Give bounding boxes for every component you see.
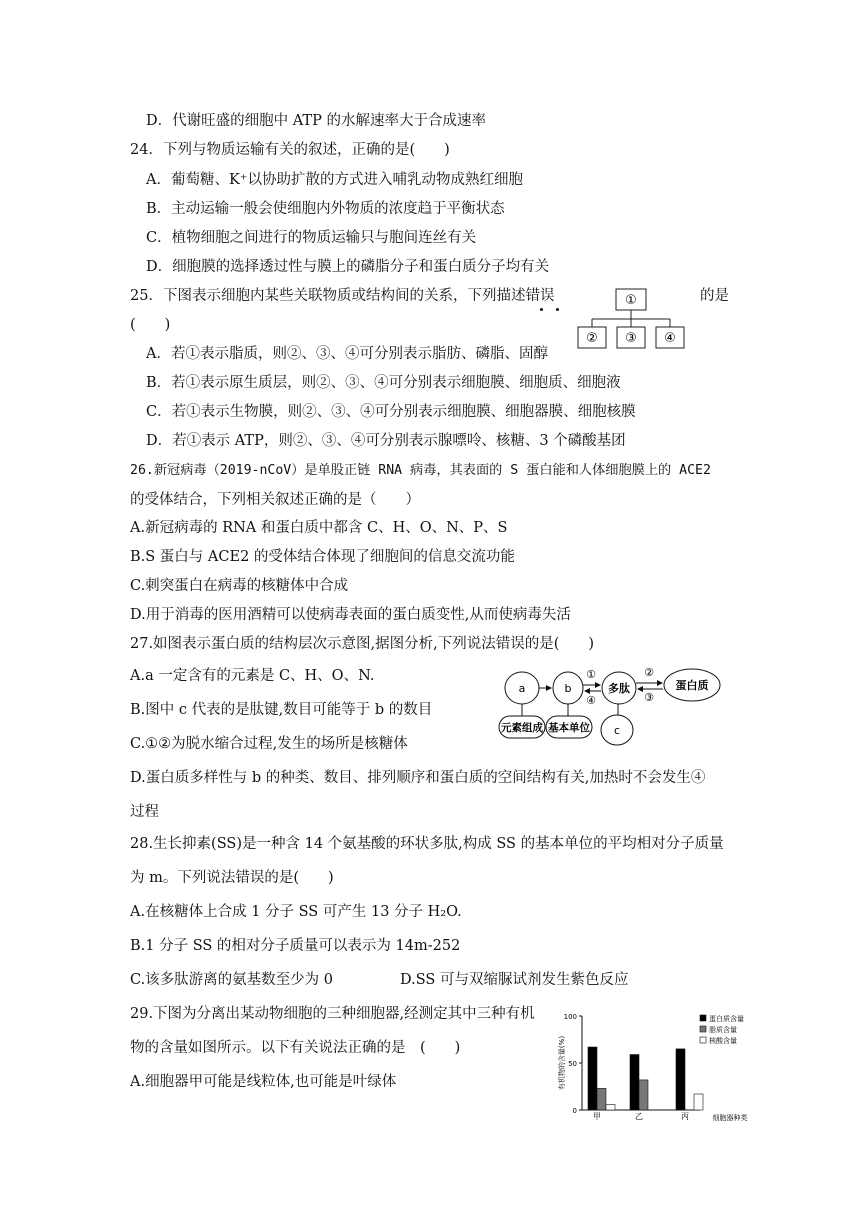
q25-option-d: D．若①表示 ATP，则②、③、④可分别表示腺嘌呤、核糖、3 个磷酸基团 (146, 433, 626, 449)
x-tick-label: 乙 (635, 1112, 643, 1121)
legend-swatch (700, 1015, 706, 1021)
q27-protein-structure-diagram (496, 664, 730, 750)
q24-stem: 24．下列与物质运输有关的叙述，正确的是( ) (130, 142, 450, 158)
q26-stem-cont: 的受体结合，下列相关叙述正确的是（ ） (130, 492, 420, 508)
bar-丙-0 (676, 1049, 685, 1110)
q27-option-d: D.蛋白质多样性与 b 的种类、数目、排列顺序和蛋白质的空间结构有关,加热时不会发生④ (130, 770, 706, 786)
q25-box-1: ① (625, 293, 637, 308)
q28-stem: 28.生长抑素(SS)是一种含 14 个氨基酸的环状多肽,构成 SS 的基本单位的平均相对分子质量 (130, 836, 724, 852)
q25-option-b: B．若①表示原生质层，则②、③、④可分别表示细胞膜、细胞质、细胞液 (146, 375, 621, 391)
q26-option-d: D.用于消毒的医用酒精可以使病毒表面的蛋白质变性,从而使病毒失活 (130, 607, 571, 623)
q25-stem: 25．下图表示细胞内某些关联物质或结构间的关系，下列描述错误 (130, 288, 555, 304)
label-elements: 元素组成 (501, 722, 543, 734)
emphasis-dot (540, 308, 543, 311)
q26-option-c: C.刺突蛋白在病毒的核糖体中合成 (130, 578, 349, 594)
arrow-label-1: ① (586, 668, 596, 681)
q25-box-4: ④ (664, 331, 676, 346)
arrow-label-2: ② (644, 666, 654, 679)
q28-option-c: C.该多肽游离的氨基数至少为 0 (130, 972, 334, 988)
node-a: a (518, 682, 526, 695)
q26-option-b: B.S 蛋白与 ACE2 的受体结合体现了细胞间的信息交流功能 (130, 549, 515, 565)
q25-hierarchy-diagram (574, 286, 694, 352)
q28-option-d: D.SS 可与双缩脲试剂发生紫色反应 (400, 972, 629, 988)
q25-box-3: ③ (625, 331, 637, 346)
y-axis-label: 有机物的含量(%) (558, 1035, 566, 1091)
bar-甲-0 (588, 1047, 597, 1110)
q26-option-a: A.新冠病毒的 RNA 和蛋白质中都含 C、H、O、N、P、S (130, 520, 508, 536)
bar-甲-1 (597, 1088, 606, 1110)
q24-option-d: D．细胞膜的选择透过性与膜上的磷脂分子和蛋白质分子均有关 (146, 259, 550, 275)
q24-option-b: B．主动运输一般会使细胞内外物质的浓度趋于平衡状态 (146, 201, 505, 217)
legend-label: 脂质含量 (709, 1026, 737, 1034)
emphasis-dot (556, 308, 559, 311)
node-c: c (613, 724, 621, 737)
legend-label: 核酸含量 (709, 1037, 737, 1045)
q25-answer-blank: ( ) (130, 317, 171, 333)
q28-stem-cont: 为 m。下列说法错误的是( ) (130, 870, 334, 886)
y-tick-label: 50 (568, 1060, 577, 1068)
q29-option-a: A.细胞器甲可能是线粒体,也可能是叶绿体 (130, 1074, 397, 1090)
node-b: b (564, 682, 572, 695)
bar-乙-1 (639, 1080, 648, 1110)
q29-stem-cont: 物的含量如图所示。以下有关说法正确的是 ( ) (130, 1040, 461, 1056)
arrow-label-3: ③ (644, 691, 654, 704)
q27-option-a: A.a 一定含有的元素是 C、H、O、N. (130, 668, 375, 684)
arrow-label-4: ④ (586, 694, 596, 707)
q27-option-c: C.①②为脱水缩合过程,发生的场所是核糖体 (130, 736, 408, 752)
legend-label: 蛋白质含量 (709, 1015, 744, 1023)
y-tick-label: 0 (572, 1107, 577, 1115)
bar-丙-2 (694, 1094, 703, 1110)
bar-甲-2 (606, 1104, 615, 1110)
q25-stem-end: 的是 (700, 288, 729, 304)
x-tick-label: 丙 (681, 1112, 689, 1121)
q27-option-d-cont: 过程 (130, 804, 159, 820)
x-tick-label: 甲 (593, 1112, 601, 1121)
legend-swatch (700, 1037, 706, 1043)
x-axis-label: 细胞器种类 (712, 1114, 748, 1122)
q28-option-b: B.1 分子 SS 的相对分子质量可以表示为 14m-252 (130, 938, 461, 954)
q25-option-a: A．若①表示脂质，则②、③、④可分别表示脂肪、磷脂、固醇 (146, 346, 548, 362)
q25-option-c: C．若①表示生物膜，则②、③、④可分别表示细胞膜、细胞器膜、细胞核膜 (146, 404, 636, 420)
q28-option-a: A.在核糖体上合成 1 分子 SS 可产生 13 分子 H₂O. (130, 904, 462, 920)
node-peptide: 多肽 (608, 682, 630, 695)
label-basic-unit: 基本单位 (548, 722, 590, 734)
node-protein: 蛋白质 (675, 679, 709, 692)
organelle-content-chart (550, 1008, 760, 1126)
legend-swatch (700, 1026, 706, 1032)
q27-option-b: B.图中 c 代表的是肽键,数目可能等于 b 的数目 (130, 702, 433, 718)
q23-option-d: D．代谢旺盛的细胞中 ATP 的水解速率大于合成速率 (146, 113, 486, 129)
q25-box-2: ② (586, 331, 598, 346)
bar-乙-0 (630, 1055, 639, 1110)
y-tick-label: 100 (563, 1013, 577, 1021)
q24-option-a: A．葡萄糖、K⁺以协助扩散的方式进入哺乳动物成熟红细胞 (146, 172, 523, 188)
q29-stem: 29.下图为分离出某动物细胞的三种细胞器,经测定其中三种有机 (130, 1006, 535, 1022)
q27-stem: 27.如图表示蛋白质的结构层次示意图,据图分析,下列说法错误的是( ) (130, 636, 595, 652)
q26-stem: 26.新冠病毒（2019-nCoV）是单股正链 RNA 病毒，其表面的 S 蛋白能和人体细胞膜上的 ACE2 (130, 463, 711, 478)
q24-option-c: C．植物细胞之间进行的物质运输只与胞间连丝有关 (146, 230, 477, 246)
